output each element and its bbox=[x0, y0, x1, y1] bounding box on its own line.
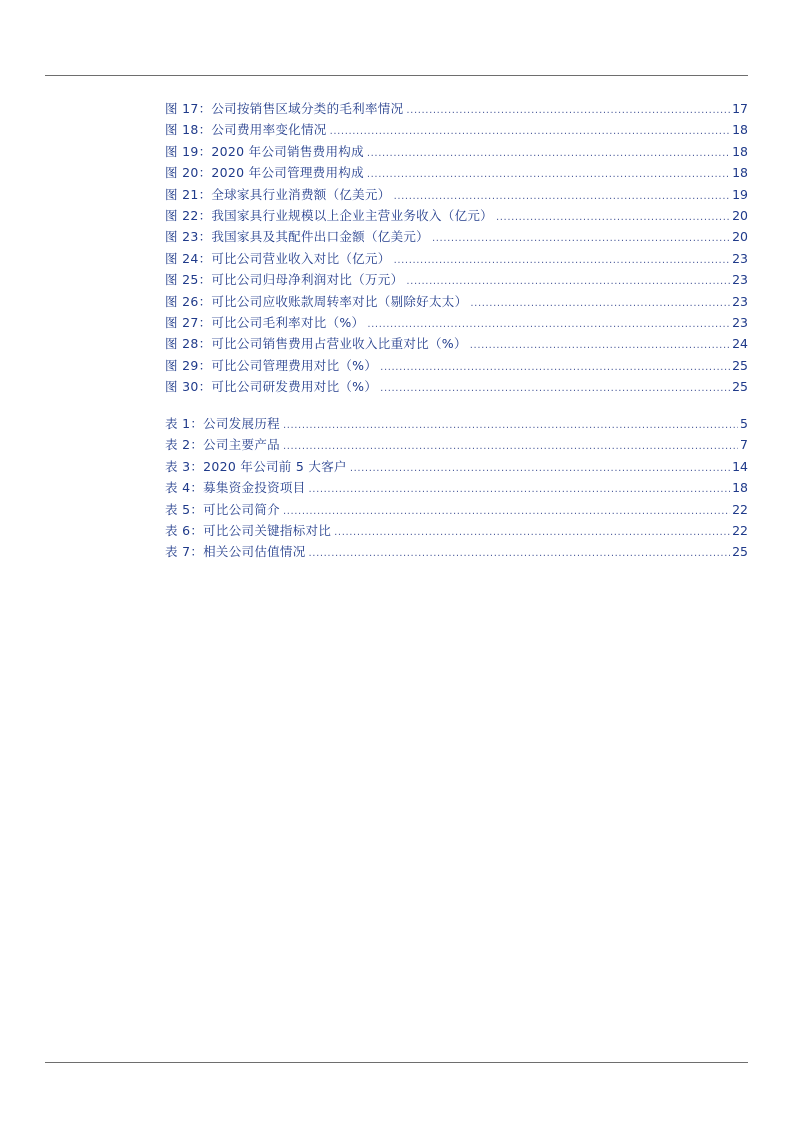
entry-page-number: 18 bbox=[732, 143, 748, 159]
figure-entry[interactable] bbox=[165, 333, 748, 354]
dot-leader bbox=[496, 207, 730, 228]
figure-entry[interactable] bbox=[165, 98, 748, 119]
figure-entry[interactable] bbox=[165, 291, 748, 312]
entry-page-number: 25 bbox=[732, 357, 748, 373]
figure-entry[interactable] bbox=[165, 312, 748, 333]
dot-leader bbox=[380, 378, 730, 399]
entry-label: 表 1：公司发展历程 bbox=[165, 416, 280, 431]
dot-leader bbox=[380, 357, 730, 378]
entry-page-number: 18 bbox=[732, 480, 748, 496]
table-index bbox=[165, 413, 748, 563]
entry-page-number: 17 bbox=[732, 101, 748, 116]
entry-label: 图 24：可比公司营业收入对比（亿元） bbox=[165, 250, 391, 266]
dot-leader bbox=[406, 271, 730, 292]
dot-leader bbox=[367, 164, 730, 185]
entry-page-number: 20 bbox=[732, 229, 748, 245]
entry-page-number: 19 bbox=[732, 186, 748, 202]
entry-label: 图 19：2020 年公司销售费用构成 bbox=[165, 143, 364, 159]
entry-page-number: 24 bbox=[732, 336, 748, 352]
entry-page-number: 18 bbox=[732, 122, 748, 138]
dot-leader bbox=[406, 100, 730, 121]
dot-leader bbox=[394, 186, 731, 207]
entry-label: 图 27：可比公司毛利率对比（%） bbox=[165, 314, 365, 330]
entry-label: 表 2：公司主要产品 bbox=[165, 437, 280, 453]
figure-entry[interactable] bbox=[165, 119, 748, 140]
table-entry[interactable] bbox=[165, 477, 748, 498]
figure-entry[interactable] bbox=[165, 226, 748, 247]
entry-label: 表 5：可比公司简介 bbox=[165, 501, 280, 517]
entry-page-number: 23 bbox=[732, 293, 748, 309]
entry-label: 表 4：募集资金投资项目 bbox=[165, 480, 306, 496]
entry-page-number: 20 bbox=[732, 207, 748, 223]
figure-entry[interactable] bbox=[165, 248, 748, 269]
entry-page-number: 5 bbox=[740, 416, 748, 431]
entry-page-number: 23 bbox=[732, 250, 748, 266]
table-entry[interactable] bbox=[165, 520, 748, 541]
dot-leader bbox=[367, 314, 730, 335]
dot-leader bbox=[367, 143, 730, 164]
figure-entry[interactable] bbox=[165, 162, 748, 183]
dot-leader bbox=[470, 335, 730, 356]
entry-label: 图 22：我国家具行业规模以上企业主营业务收入（亿元） bbox=[165, 207, 493, 223]
entry-page-number: 18 bbox=[732, 165, 748, 181]
figure-entry[interactable] bbox=[165, 184, 748, 205]
figure-entry[interactable] bbox=[165, 141, 748, 162]
figure-index bbox=[165, 98, 748, 397]
entry-label: 表 3：2020 年公司前 5 大客户 bbox=[165, 458, 347, 474]
dot-leader bbox=[330, 121, 731, 142]
entry-label: 图 29：可比公司管理费用对比（%） bbox=[165, 357, 378, 373]
entry-label: 图 17：公司按销售区域分类的毛利率情况 bbox=[165, 101, 404, 116]
dot-leader bbox=[334, 522, 730, 543]
entry-label: 表 7：相关公司估值情况 bbox=[165, 544, 306, 560]
table-entry[interactable] bbox=[165, 434, 748, 455]
entry-page-number: 23 bbox=[732, 314, 748, 330]
footer-rule bbox=[45, 1062, 748, 1063]
table-entry[interactable] bbox=[165, 456, 748, 477]
dot-leader bbox=[283, 415, 738, 436]
table-entry[interactable] bbox=[165, 413, 748, 434]
entry-page-number: 22 bbox=[732, 522, 748, 538]
entry-label: 表 6：可比公司关键指标对比 bbox=[165, 522, 332, 538]
entry-label: 图 23：我国家具及其配件出口金额（亿美元） bbox=[165, 229, 429, 245]
header-rule bbox=[45, 75, 748, 76]
dot-leader bbox=[470, 293, 730, 314]
entry-page-number: 25 bbox=[732, 379, 748, 395]
table-entry[interactable] bbox=[165, 541, 748, 562]
dot-leader bbox=[350, 458, 730, 479]
dot-leader bbox=[309, 543, 731, 564]
entry-label: 图 21：全球家具行业消费额（亿美元） bbox=[165, 186, 391, 202]
dot-leader bbox=[283, 501, 730, 522]
entry-page-number: 7 bbox=[740, 437, 748, 453]
entry-label: 图 25：可比公司归母净利润对比（万元） bbox=[165, 272, 404, 288]
entry-page-number: 25 bbox=[732, 544, 748, 560]
entry-label: 图 26：可比公司应收账款周转率对比（剔除好太太） bbox=[165, 293, 468, 309]
entry-label: 图 30：可比公司研发费用对比（%） bbox=[165, 379, 378, 395]
entry-page-number: 22 bbox=[732, 501, 748, 517]
dot-leader bbox=[309, 479, 731, 500]
dot-leader bbox=[394, 250, 731, 271]
entry-label: 图 28：可比公司销售费用占营业收入比重对比（%） bbox=[165, 336, 467, 352]
entry-label: 图 20：2020 年公司管理费用构成 bbox=[165, 165, 364, 181]
dot-leader bbox=[283, 436, 738, 457]
figure-entry[interactable] bbox=[165, 205, 748, 226]
entry-page-number: 14 bbox=[732, 458, 748, 474]
figure-entry[interactable] bbox=[165, 269, 748, 290]
entry-page-number: 23 bbox=[732, 272, 748, 288]
figure-entry[interactable] bbox=[165, 376, 748, 397]
figure-entry[interactable] bbox=[165, 355, 748, 376]
table-entry[interactable] bbox=[165, 499, 748, 520]
entry-label: 图 18：公司费用率变化情况 bbox=[165, 122, 327, 138]
dot-leader bbox=[432, 228, 730, 249]
